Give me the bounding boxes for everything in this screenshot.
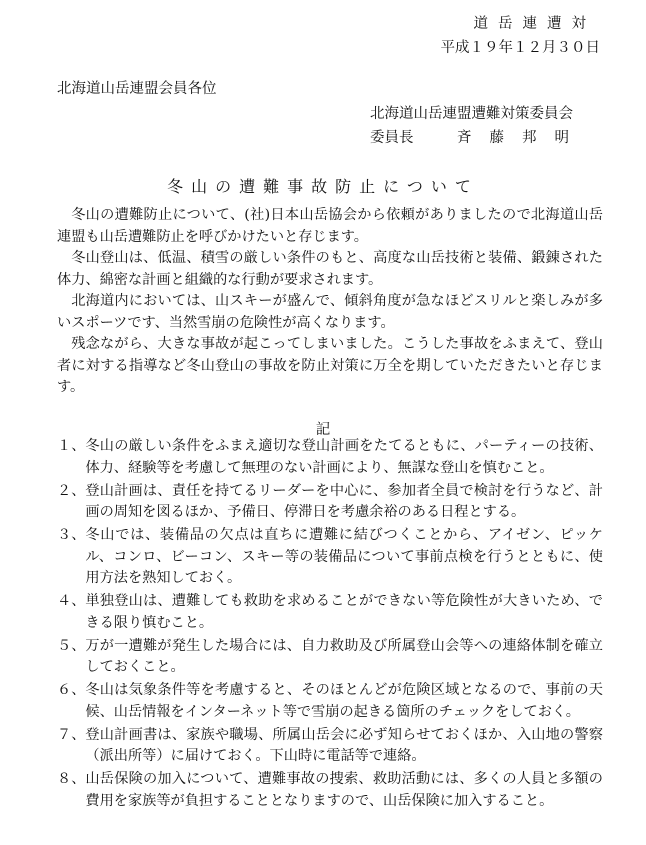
item-text: 山岳保険の加入について、遭難事故の捜索、救助活動には、多くの人員と多額の費用を家族等が負担することとなりますので、山岳保険に加入すること。 xyxy=(85,771,603,809)
list-item xyxy=(57,769,603,812)
item-number: １、 xyxy=(57,438,86,454)
ki-heading: 記 xyxy=(315,422,331,438)
document-body xyxy=(57,205,603,399)
sender-organization: 北海道山岳連盟遭難対策委員会 xyxy=(370,106,573,122)
item-number: ４、 xyxy=(57,593,86,609)
list-item xyxy=(57,636,603,679)
document-date: 平成１９年１２月３０日 xyxy=(440,40,600,56)
item-number: ２、 xyxy=(57,482,86,499)
item-text: 万が一遭難が発生した場合には、自力救助及び所属登山会等への連絡体制を確立しておくこと。 xyxy=(85,637,603,675)
list-item xyxy=(57,525,603,590)
item-number: ５、 xyxy=(57,637,86,654)
body-paragraph: 冬山登山は、低温、積雪の厳しい条件のもと、高度な山岳技術と装備、鍛錬された体力、綿密な計画と組織的な行動が要求されます。 xyxy=(57,250,603,288)
body-paragraph: 冬山の遭難防止について、(社)日本山岳協会から依頼がありましたので北海道山岳連盟も山岳遭難防止を呼びかけたいと存じます。 xyxy=(57,207,603,245)
addressee: 北海道山岳連盟会員各位 xyxy=(57,81,217,97)
sender-role: 委員長 xyxy=(370,130,414,146)
document-title: 冬山の遭難事故防止について xyxy=(167,177,479,196)
item-number: ３、 xyxy=(57,527,86,543)
list-item xyxy=(57,481,603,524)
item-number: ７、 xyxy=(57,726,86,743)
list-item xyxy=(57,725,603,768)
sender-name: 斉藤邦明 xyxy=(457,130,587,146)
list-item xyxy=(57,436,603,479)
item-text: 冬山では、装備品の欠点は直ちに遭難に結びつくことから、アイゼン、ピッケル、コンロ、ビーコン、スキー等の装備品について事前点検を行うとともに、使用方法を熟知しておく。 xyxy=(85,527,603,586)
body-paragraph: 残念ながら、大きな事故が起こってしまいました。こうした事故をふまえて、登山者に対する指導など冬山登山の事故を防止対策に万全を期していただきたいと存じます。 xyxy=(57,336,603,395)
item-text: 冬山の厳しい条件をふまえ適切な登山計画をたてるともに、パーティーの技術、体力、経験等を考慮して無理のない計画により、無謀な登山を慎むこと。 xyxy=(85,438,603,476)
item-number: ６、 xyxy=(57,682,86,698)
list-item xyxy=(57,680,603,723)
list-item xyxy=(57,591,603,634)
body-paragraph: 北海道内においては、山スキーが盛んで、傾斜角度が急なほどスリルと楽しみが多いスポーツです、当然雪崩の危険性が高くなります。 xyxy=(57,293,603,331)
item-text: 登山計画書は、家族や職場、所属山岳会に必ず知らせておくほか、入山地の警察（派出所等）に届けておく。下山時に電話等で連絡。 xyxy=(85,726,603,764)
item-text: 冬山は気象条件等を考慮すると、そのほとんどが危険区域となるので、事前の天候、山岳情報をインターネット等で雪崩の起きる箇所のチェックをしておく。 xyxy=(85,682,603,720)
item-text: 単独登山は、遭難しても救助を求めることができない等危険性が大きいため、できる限り慎むこと。 xyxy=(85,593,603,631)
item-list xyxy=(57,436,603,814)
item-number: ８、 xyxy=(57,771,86,787)
item-text: 登山計画は、責任を持てるリーダーを中心に、参加者全員で検討を行うなど、計画の周知を図るほか、予備日、停滞日を考慮余裕のある日程とする。 xyxy=(85,482,603,520)
document-number: 道岳連遭対 xyxy=(473,16,596,32)
